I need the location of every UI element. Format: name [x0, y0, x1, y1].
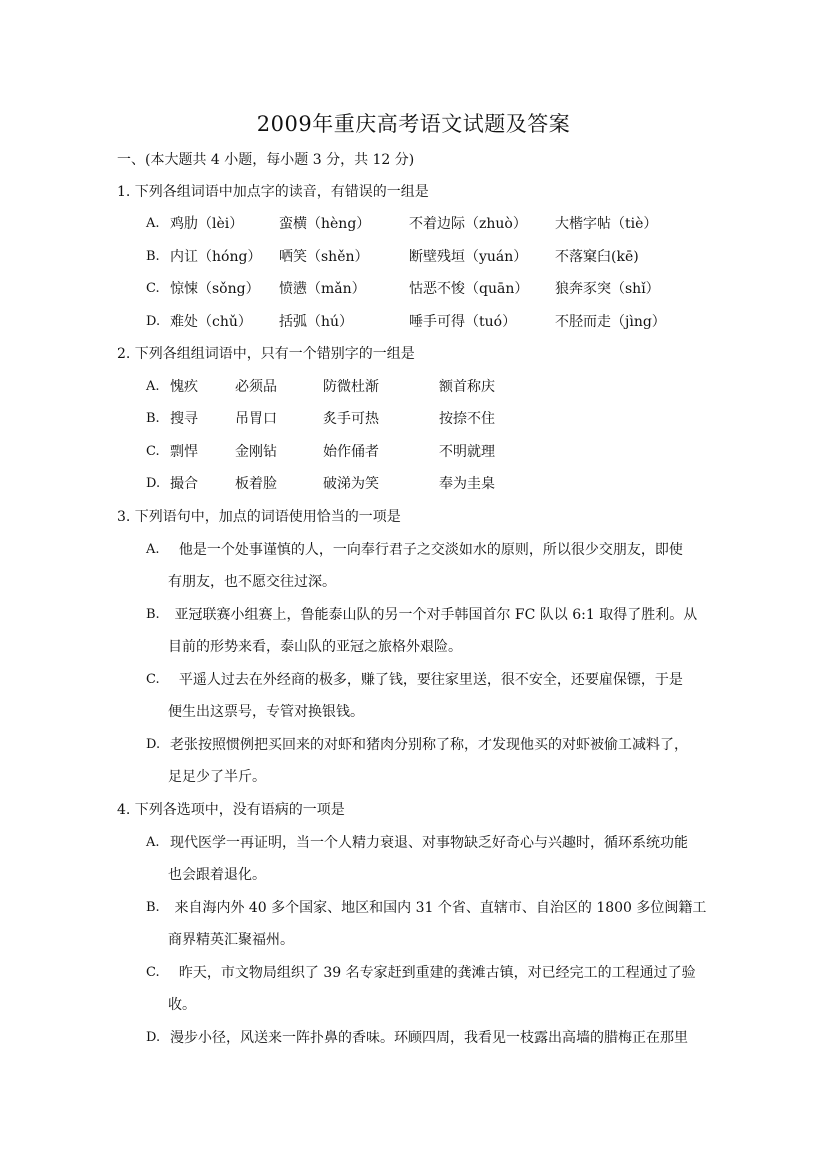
option-text-line: 有朋友，也不愿交往过深。: [168, 574, 336, 590]
option-item: 大楷字帖（tiè）: [555, 216, 658, 232]
option-item: 不明就理: [439, 444, 495, 460]
option-text-line: 漫步小径，风送来一阵扑鼻的香味。环顾四周，我看见一枝露出高墙的腊梅正在那里: [170, 1030, 688, 1046]
option-item: 惊悚（sǒng）: [170, 281, 260, 297]
option-label: A.: [146, 542, 160, 557]
option-item: 蛮横（hèng）: [279, 216, 371, 232]
option-label: D.: [146, 314, 161, 329]
option-item: 按捺不住: [439, 411, 495, 427]
option-item: 唾手可得（tuó）: [409, 314, 517, 330]
option-label: D.: [146, 476, 161, 491]
option-item: 鸡肋（lèi）: [170, 216, 244, 232]
option-item: 搜寻: [170, 411, 198, 427]
option-label: B.: [146, 900, 160, 915]
option-item: 不落窠臼(kē): [555, 249, 639, 265]
option-item: 炙手可热: [323, 411, 379, 427]
option-text-line: 商界精英汇聚福州。: [168, 932, 294, 948]
option-item: 内讧（hóng）: [170, 249, 262, 265]
option-item: 狼奔豕突（shǐ）: [555, 281, 660, 297]
option-item: 剽悍: [170, 444, 198, 460]
option-item: 哂笑（shěn）: [279, 249, 369, 265]
option-item: 不着边际（zhuò）: [409, 216, 527, 232]
option-label: A.: [146, 835, 160, 850]
option-item: 愧疚: [170, 379, 198, 395]
option-item: 断壁残垣（yuán）: [409, 249, 528, 265]
section-header: 一、(本大题共 4 小题，每小题 3 分，共 12 分): [117, 152, 415, 168]
option-label: C.: [146, 281, 160, 296]
option-item: 防微杜渐: [323, 379, 379, 395]
option-label: B.: [146, 607, 160, 622]
option-item: 破涕为笑: [323, 476, 379, 492]
option-item: 括弧（hú）: [279, 314, 354, 330]
option-text-line: 老张按照惯例把买回来的对虾和猪肉分别称了称，才发现他买的对虾被偷工减料了，: [170, 737, 688, 753]
option-item: 奉为圭臬: [439, 476, 495, 492]
question-2-stem: 2. 下列各组组词语中，只有一个错别字的一组是: [117, 346, 415, 362]
option-label: C.: [146, 444, 160, 459]
option-item: 吊胃口: [235, 411, 277, 427]
question-1-stem: 1. 下列各组词语中加点字的读音，有错误的一组是: [117, 184, 429, 200]
option-text-line: 也会跟着退化。: [168, 867, 266, 883]
option-text-line: 收。: [168, 997, 196, 1013]
option-item: 难处（chǔ）: [170, 314, 252, 330]
page-title: 2009年重庆高考语文试题及答案: [256, 112, 571, 136]
option-label: C.: [146, 965, 160, 980]
option-text-line: 现代医学一再证明，当一个人精力衰退、对事物缺乏好奇心与兴趣时，循环系统功能: [170, 835, 688, 851]
option-text-line: 足足少了半斤。: [168, 769, 266, 785]
option-item: 板着脸: [235, 476, 277, 492]
option-text-line: 他是一个处事谨慎的人，一向奉行君子之交淡如水的原则，所以很少交朋友，即使: [170, 542, 683, 558]
option-item: 撮合: [170, 476, 198, 492]
option-text-line: 亚冠联赛小组赛上，鲁能泰山队的另一个对手韩国首尔 FC 队以 6:1 取得了胜利。从: [170, 607, 698, 623]
option-text-line: 目前的形势来看，泰山队的亚冠之旅格外艰险。: [168, 639, 462, 655]
option-text-line: 平遥人过去在外经商的极多，赚了钱，要往家里送，很不安全，还要雇保镖，于是: [170, 672, 683, 688]
option-label: D.: [146, 737, 161, 752]
question-3-stem: 3. 下列语句中，加点的词语使用恰当的一项是: [117, 509, 401, 525]
option-label: A.: [146, 216, 160, 231]
option-text-line: 便生出这票号，专管对换银钱。: [168, 704, 364, 720]
option-item: 金刚钻: [235, 444, 277, 460]
option-item: 额首称庆: [439, 379, 495, 395]
option-text-line: 昨天，市文物局组织了 39 名专家赶到重建的龚滩古镇，对已经完工的工程通过了验: [170, 965, 696, 981]
option-item: 怙恶不悛（quān）: [409, 281, 529, 297]
option-item: 不胫而走（jìng）: [555, 314, 666, 330]
option-text-line: 来自海内外 40 多个国家、地区和国内 31 个省、直辖市、自治区的 1800 多位闽籍工: [170, 900, 707, 916]
option-item: 必须品: [235, 379, 277, 395]
option-label: B.: [146, 411, 160, 426]
question-4-stem: 4. 下列各选项中，没有语病的一项是: [117, 802, 345, 818]
option-item: 愤懑（mǎn）: [279, 281, 366, 297]
option-label: D.: [146, 1030, 161, 1045]
option-label: A.: [146, 379, 160, 394]
option-label: B.: [146, 249, 160, 264]
option-item: 始作俑者: [323, 444, 379, 460]
option-label: C.: [146, 672, 160, 687]
